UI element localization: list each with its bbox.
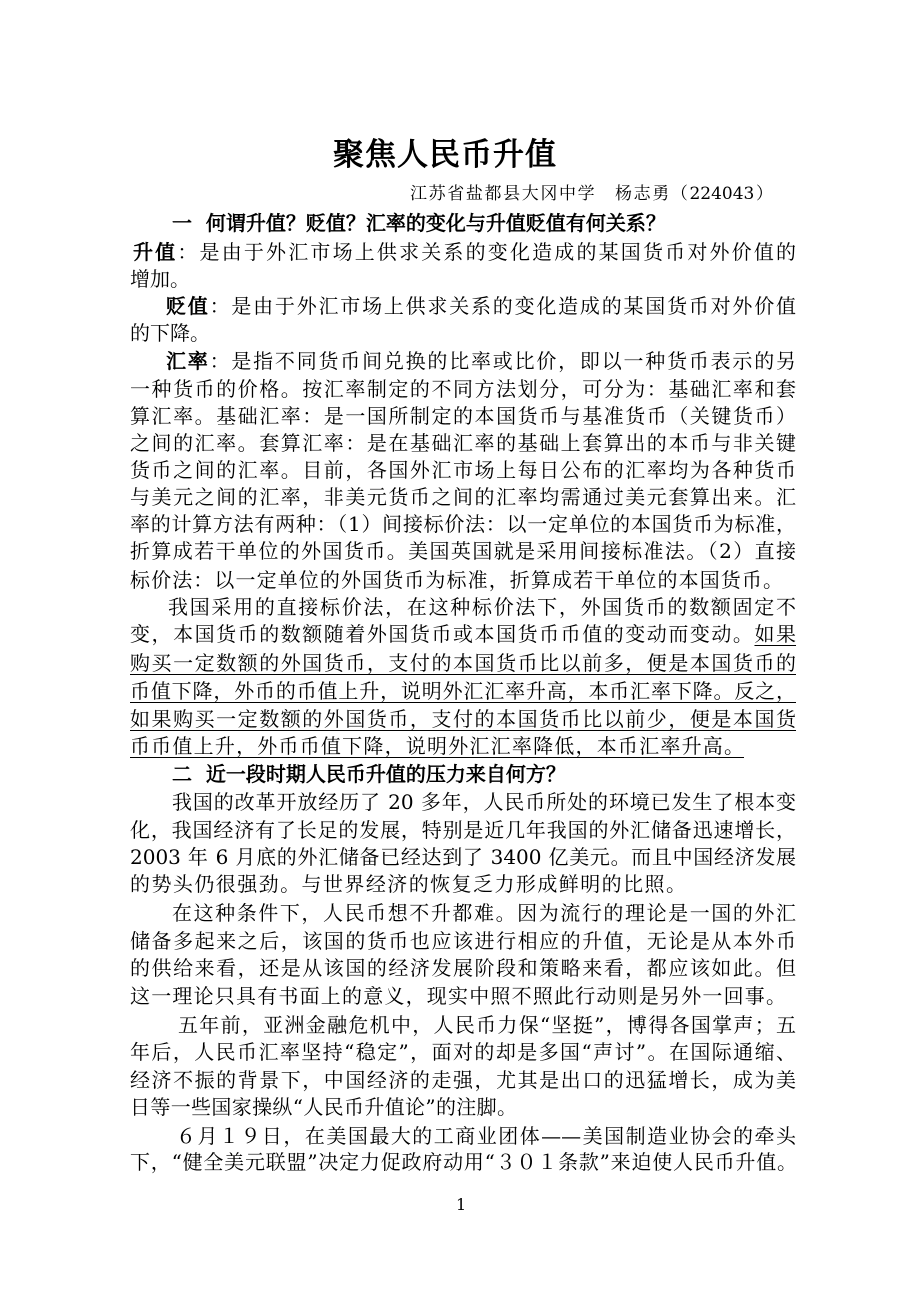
paragraph-line: 货币之间的汇率。目前，各国外汇市场上每日公布的汇率均为各种货币	[130, 458, 796, 482]
term-exchange-rate: 汇率	[166, 349, 210, 373]
paragraph-line: 这一理论只具有书面上的意义，现实中照不照此行动则是另外一回事。	[130, 984, 786, 1008]
page-title: 聚焦人民币升值	[333, 137, 556, 173]
author-line: 江苏省盐都县大冈中学 杨志勇（224043）	[410, 184, 773, 204]
paragraph-line: 与美元之间的汇率，非美元货币之间的汇率均需通过美元套算出来。汇	[130, 485, 796, 509]
paragraph-line: 之间的汇率。套算汇率：是在基础汇率的基础上套算出的本币与非关键	[130, 431, 796, 455]
paragraph-line: 的供给来看，还是从该国的经济发展阶段和策略来看，都应该如此。但	[130, 956, 796, 980]
line-text: ：是由于外汇市场上供求关系的变化造成的某国货币对外价值的	[177, 240, 797, 264]
paragraph-line: 下，“健全美元联盟”决定力促政府动用“３０１条款”来迫使人民币升值。	[130, 1150, 797, 1174]
paragraph-line: 五年前，亚洲金融危机中，人民币力保“坚挺”，博得各国掌声；五	[178, 1013, 796, 1037]
paragraph-line: 标价法：以一定单位的外国货币为标准，折算成若干单位的本国货币。	[130, 568, 783, 592]
term-appreciation: 升值	[133, 240, 178, 264]
paragraph-line: ６月１９日，在美国最大的工商业团体——美国制造业协会的牵头	[176, 1124, 796, 1148]
paragraph-line: 我国的改革开放经历了 20 多年，人民币所处的环境已发生了根本变	[172, 790, 796, 814]
paragraph-line: 的下降。	[130, 321, 210, 345]
underlined-line: 币值下降，外币的币值上升，说明外汇汇率升高，本币汇率下降。反之，	[130, 679, 796, 703]
paragraph-line: 算汇率。基础汇率：是一国所制定的本国货币与基准货币（关键货币）	[130, 404, 796, 428]
section2-heading: 二 近一段时期人民币升值的压力来自何方？	[172, 762, 566, 786]
section1-heading: 一 何谓升值？贬值？汇率的变化与升值贬值有何关系？	[172, 211, 666, 235]
paragraph-line: 我国采用的直接标价法，在这种标价法下，外国货币的数额固定不	[168, 595, 796, 619]
paragraph-line: 的势头仍很强劲。与世界经济的恢复乏力形成鲜明的比照。	[130, 872, 686, 896]
paragraph-line: 化，我国经济有了长足的发展，特别是近几年我国的外汇储备迅速增长，	[130, 818, 796, 842]
line-text: ：是由于外汇市场上供求关系的变化造成的某国货币对外价值	[209, 294, 797, 318]
paragraph-line	[133, 240, 796, 264]
underlined-line: 如果购买一定数额的外国货币，支付的本国货币比以前少，便是本国货	[130, 707, 796, 731]
paragraph-line: 一种货币的价格。按汇率制定的不同方法划分，可分为：基础汇率和套	[130, 377, 796, 401]
underlined-line: 购买一定数额的外国货币，支付的本国货币比以前多，便是本国货币的	[130, 651, 796, 675]
paragraph-line: 年后，人民币汇率坚持“稳定”，面对的却是多国“声讨”。在国际通缩、	[130, 1040, 796, 1064]
paragraph-line: 储备多起来之后，该国的货币也应该进行相应的升值，无论是从本外币	[130, 929, 796, 953]
line-text: 变，本国货币的数额随着外国货币或本国货币币值的变动而变动。	[130, 622, 755, 646]
paragraph-line	[130, 622, 796, 646]
term-depreciation: 贬值	[166, 294, 210, 318]
underlined-line: 币币值上升，外币币值下降，说明外汇汇率降低，本币汇率升高。	[130, 734, 744, 758]
paragraph-line: 2003 年 6 月底的外汇储备已经达到了 3400 亿美元。而且中国经济发展	[130, 845, 796, 869]
paragraph-line	[166, 349, 796, 373]
underlined-text: 如果	[754, 622, 797, 646]
line-text: ：是指不同货币间兑换的比率或比价，即以一种货币表示的另	[209, 349, 797, 373]
paragraph-line	[166, 294, 796, 318]
page-number: 1	[456, 1195, 467, 1214]
paragraph-line: 折算成若干单位的外国货币。美国英国就是采用间接标准法。（2）直接	[130, 539, 796, 563]
paragraph-line: 在这种条件下，人民币想不升都难。因为流行的理论是一国的外汇	[172, 901, 796, 925]
paragraph-line: 增加。	[130, 267, 190, 291]
paragraph-line: 率的计算方法有两种：（1）间接标价法：以一定单位的本国货币为标准，	[130, 512, 796, 536]
paragraph-line: 日等一些国家操纵“人民币升值论”的注脚。	[130, 1095, 517, 1119]
paragraph-line: 经济不振的背景下，中国经济的走强，尤其是出口的迅猛增长，成为美	[130, 1068, 796, 1092]
